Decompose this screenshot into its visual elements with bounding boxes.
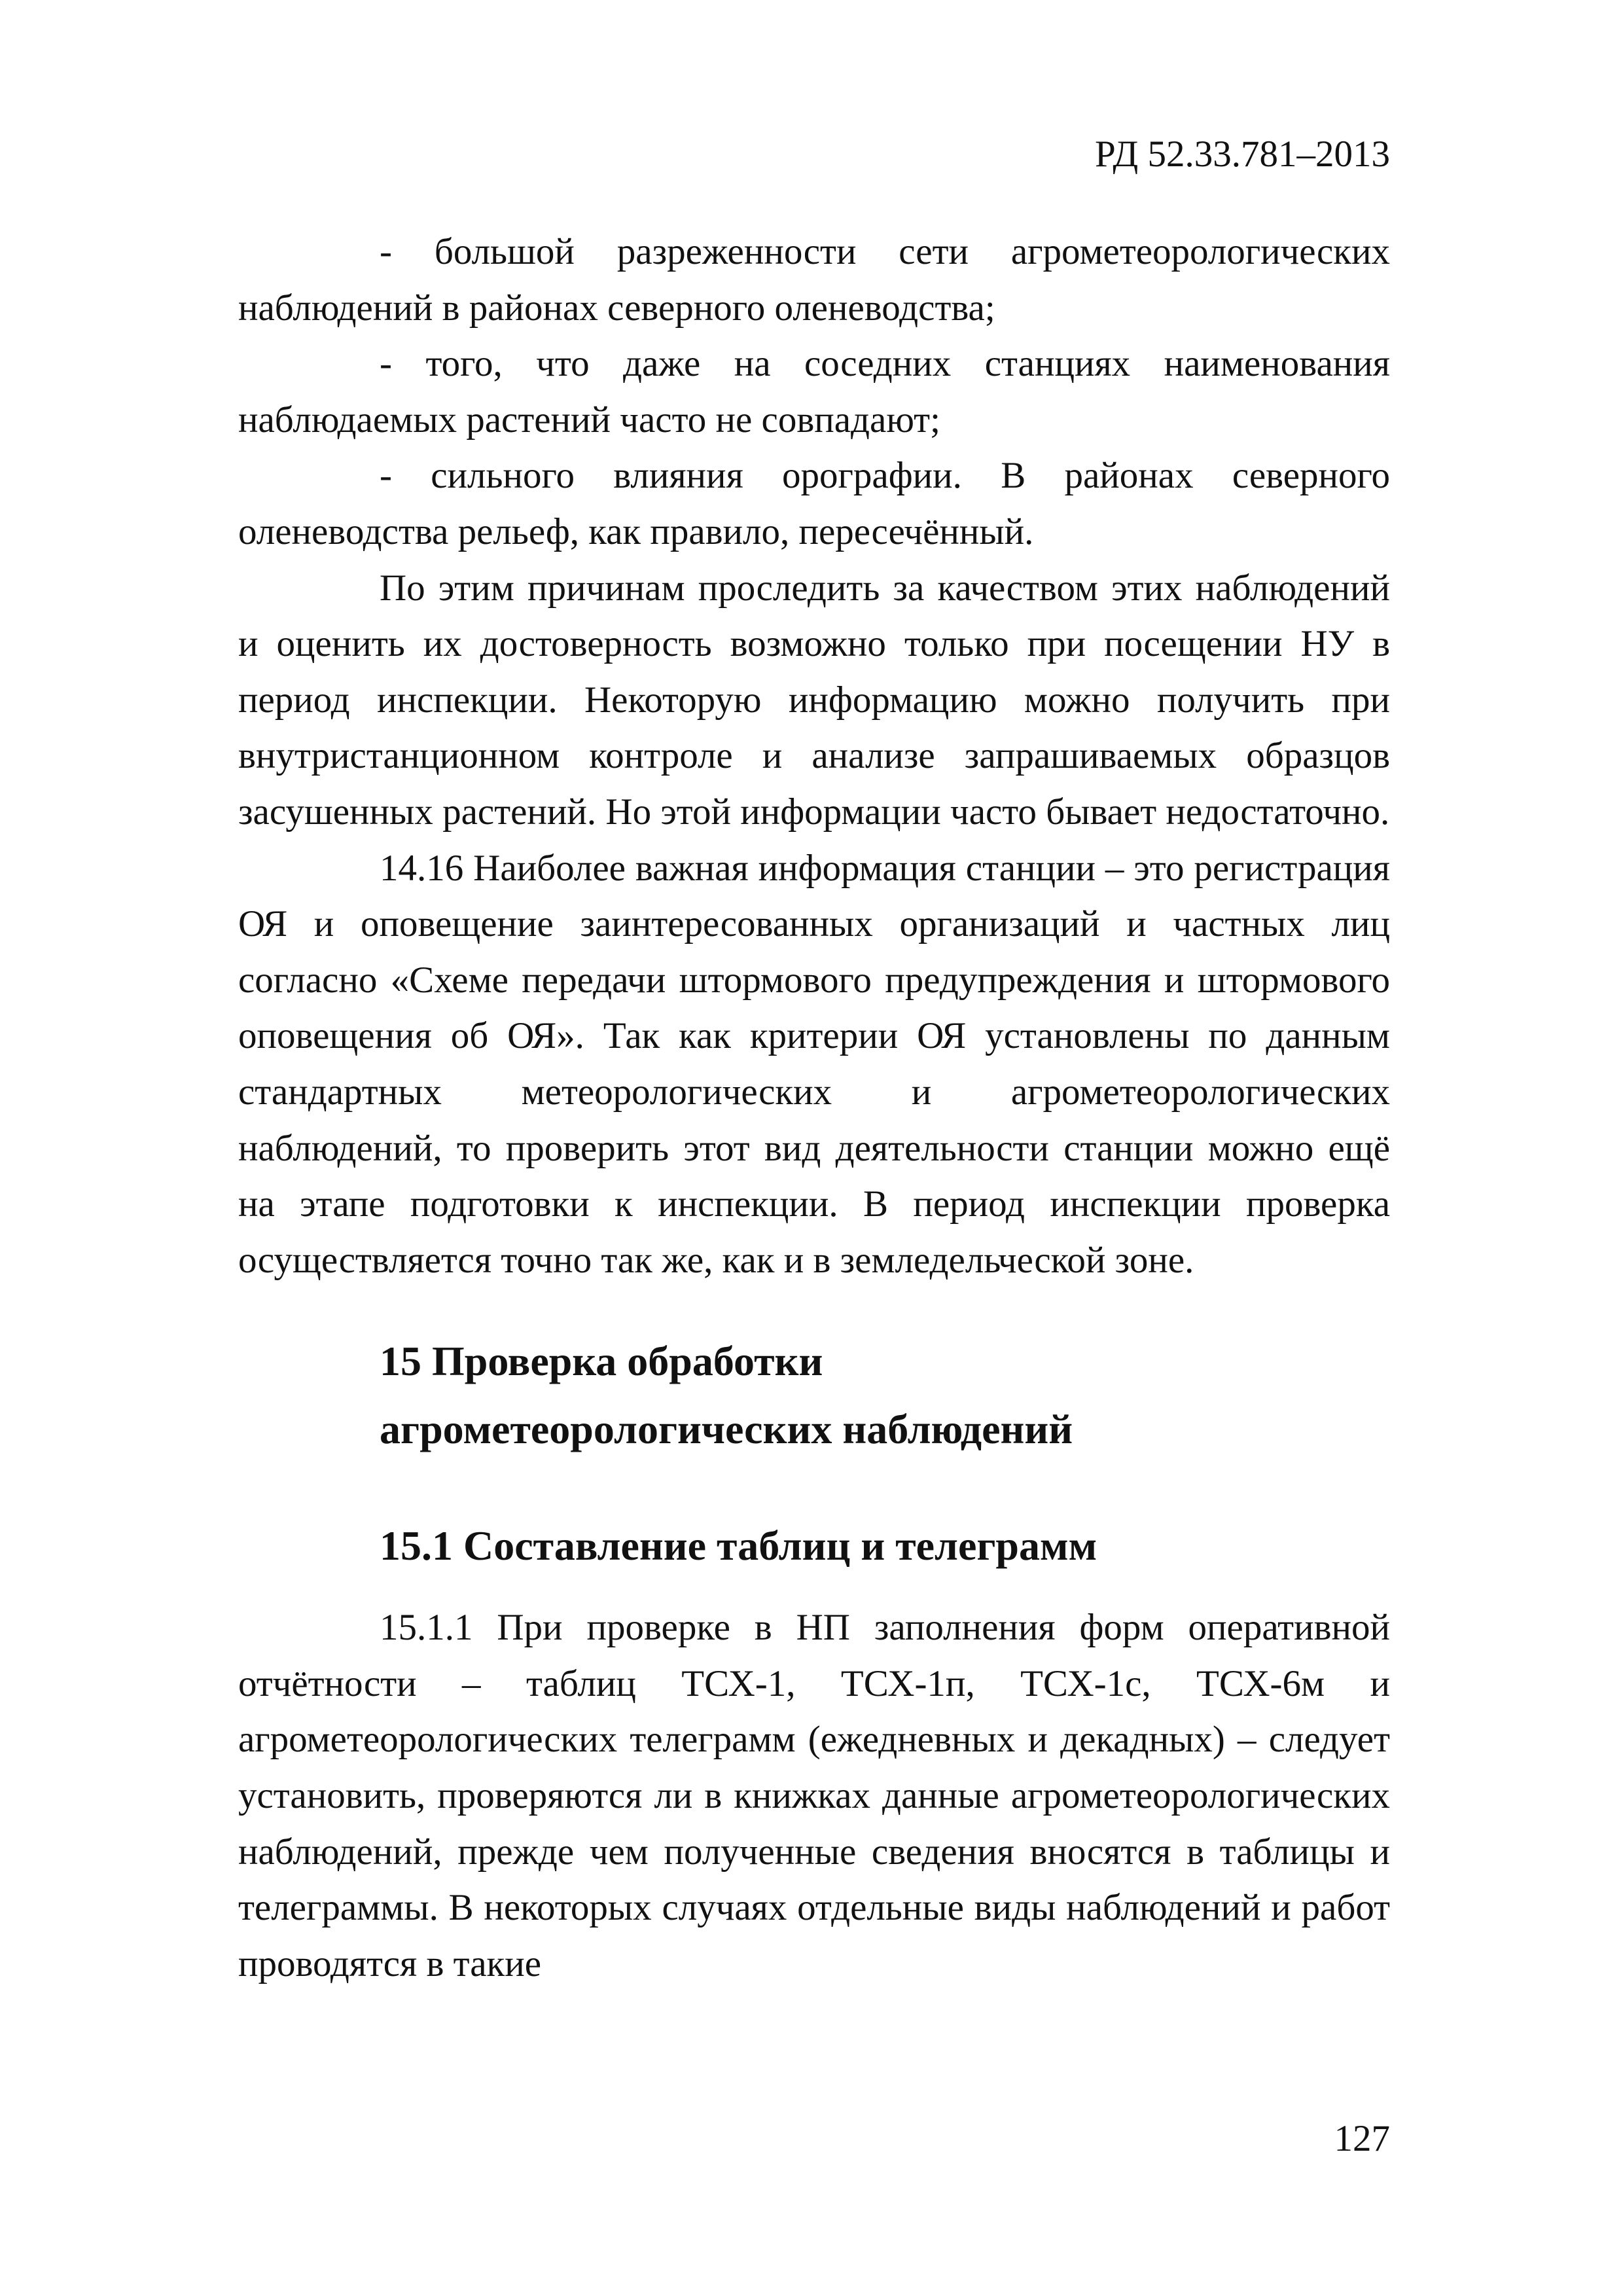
subsection-heading-15-1: 15.1 Составление таблиц и телеграмм: [380, 1522, 1097, 1570]
paragraph-reasons: По этим причинам проследить за качеством этих наблюдений и оценить их достоверность возможно только при посещении НУ в период инспекции. Некоторую информацию можно получить при внутристанционном контроле и анализе запрашиваемых образцов засушенных растений. Но этой информации часто бывает недостаточно.: [238, 567, 1390, 833]
list-item-plant-names: - того, что даже на соседних станциях наименования наблюдаемых растений часто не совпадают;: [238, 343, 1390, 440]
list-item-sparse-network: - большой разреженности сети агрометеорологических наблюдений в районах северного оленеводства;: [238, 231, 1390, 329]
paragraph-14-16: 14.16 Наиболее важная информация станции – это регистрация ОЯ и оповещение заинтересованных организаций и частных лиц согласно «Схеме передачи штормового предупреждения и штормового оповещения об ОЯ». Так как критерии ОЯ установлены по данным стандартных метеорологических и агрометеорологических наблюдений, то проверить этот вид деятельности станции можно ещё на этапе подготовки к инспекции. В период инспекции проверка осуществляется точно так же, как и в земледельческой зоне.: [238, 847, 1390, 1281]
document-code-header: РД 52.33.781–2013: [1094, 134, 1390, 175]
paragraph-15-1-1: 15.1.1 При проверке в НП заполнения форм оперативной отчётности – таблиц ТСХ-1, ТСХ-1п, ТСХ-1с, ТСХ-6м и агрометеорологических телеграмм (ежедневных и декадных) – следует установить, проверяются ли в книжках данные агрометеорологических наблюдений, прежде чем полученные сведения вносятся в таблицы и телеграммы. В некоторых случаях отдельные виды наблюдений и работ проводятся в такие: [238, 1607, 1390, 1984]
list-item-orography: - сильного влияния орографии. В районах северного оленеводства рельеф, как правило, пересечённый.: [238, 455, 1390, 552]
section-heading-15: 15 Проверка обработки агрометеорологических наблюдений: [380, 1338, 1073, 1453]
page-body: [238, 224, 1390, 1992]
page-number: 127: [1334, 2118, 1390, 2159]
